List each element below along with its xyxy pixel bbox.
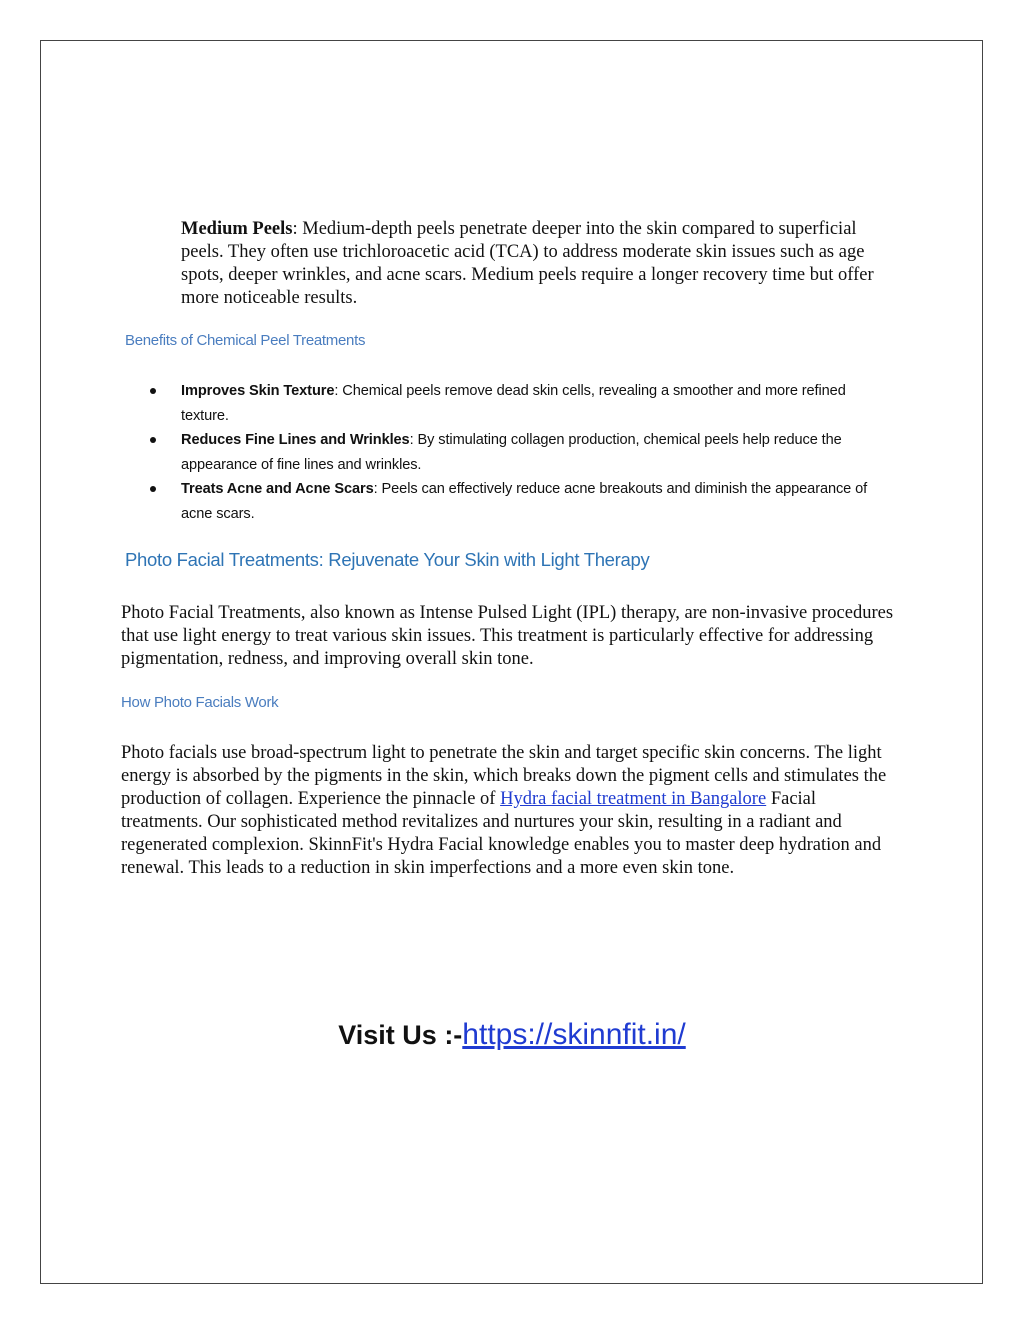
medium-peels-paragraph <box>181 218 901 310</box>
bullet-icon <box>150 486 156 492</box>
benefit-text: : By stimulating collagen production, chemical peels help reduce the appearance of fine lines and wrinkles. <box>181 432 842 473</box>
list-item <box>150 379 895 428</box>
list-item <box>150 477 895 526</box>
website-link[interactable]: https://skinnfit.in/ <box>462 1018 686 1051</box>
visit-us-line <box>0 1018 1024 1052</box>
benefit-term: Reduces Fine Lines and Wrinkles <box>181 432 410 448</box>
benefits-heading: Benefits of Chemical Peel Treatments <box>125 332 366 349</box>
benefit-text: : Chemical peels remove dead skin cells, revealing a smoother and more refined texture. <box>181 383 846 424</box>
how-text-before-link: Photo facials use broad-spectrum light to penetrate the skin and target specific skin concerns. The light energy is absorbed by the pigments in the skin, which breaks down the pigment cells and stimulates the production of collagen. Experience the pinnacle of <box>121 743 887 809</box>
benefit-term: Improves Skin Texture <box>181 383 335 399</box>
photo-facial-paragraph: Photo Facial Treatments, also known as Intense Pulsed Light (IPL) therapy, are non-invasive procedures that use light energy to treat various skin issues. This treatment is particularly effective for addressing pigmentation, redness, and improving overall skin tone. <box>121 603 894 669</box>
bullet-icon <box>150 437 156 443</box>
benefits-list <box>150 379 895 526</box>
how-photo-facials-heading: How Photo Facials Work <box>121 694 279 711</box>
how-text-after-link: Facial treatments. Our sophisticated method revitalizes and nurtures your skin, resulting in a radiant and regenerated complexion. SkinnFit's Hydra Facial knowledge enables you to master deep hydration and renewal. This leads to a reduction in skin imperfections and a more even skin tone. <box>121 789 882 878</box>
visit-us-label: Visit Us :- <box>338 1020 463 1050</box>
benefit-term: Treats Acne and Acne Scars <box>181 481 374 497</box>
list-item <box>150 428 895 477</box>
medium-peels-term: Medium Peels <box>181 219 293 239</box>
bullet-icon <box>150 388 156 394</box>
how-photo-facials-paragraph <box>121 742 901 880</box>
medium-peels-text: : Medium-depth peels penetrate deeper into the skin compared to superficial peels. They often use trichloroacetic acid (TCA) to address moderate skin issues such as age spots, deeper wrinkles, and acne scars. Medium peels require a longer recovery time but offer more noticeable results. <box>181 219 874 308</box>
photo-facial-heading: Photo Facial Treatments: Rejuvenate Your Skin with Light Therapy <box>125 549 650 570</box>
hydra-facial-link[interactable]: Hydra facial treatment in Bangalore <box>500 789 767 809</box>
benefit-text: : Peels can effectively reduce acne breakouts and diminish the appearance of acne scars. <box>181 481 868 522</box>
